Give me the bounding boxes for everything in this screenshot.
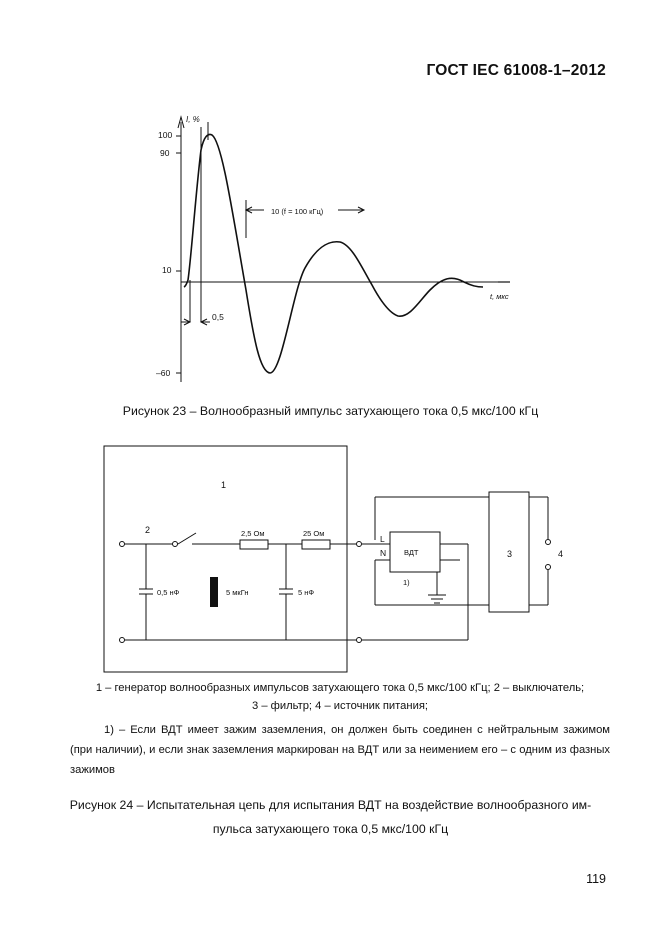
y-tick-10: 10 xyxy=(162,265,172,275)
inductor xyxy=(210,577,218,607)
figure-24-note: 1) – Если ВДТ имеет зажим заземления, он должен быть соединен с нейтральным зажимом (при наличии), и если знак заземления маркирован на ВДТ или за неимением его – с одним из фазных зажимов xyxy=(70,724,610,776)
switch-label: 2 xyxy=(145,525,151,535)
resistor-25 xyxy=(302,540,330,549)
figure-24-caption-line-1: Рисунок 24 – Испытательная цепь для испытания ВДТ на воздействие волнообразного им- xyxy=(69,798,592,812)
y-tick-100: 100 xyxy=(158,130,173,140)
filter-label: 3 xyxy=(507,549,513,559)
y-tick-minus60: –60 xyxy=(156,368,171,378)
y-axis-label: I, % xyxy=(186,115,200,124)
filter-cap-label: 5 нФ xyxy=(298,588,315,597)
capacitor-label: 0,5 нФ xyxy=(157,588,180,597)
terminal-n: N xyxy=(380,548,387,558)
supply-label: 4 xyxy=(558,549,564,559)
figure-24-legend-line-2: 3 – фильтр; 4 – источник питания; xyxy=(251,700,429,712)
standard-header: ГОСТ IEC 61008-1–2012 xyxy=(426,62,606,79)
x-axis-label: t, мкс xyxy=(490,292,509,301)
rcd-label: ВДТ xyxy=(404,548,419,557)
period-label: 10 (f = 100 кГц) xyxy=(271,207,324,216)
inductor-label: 5 мкГн xyxy=(226,588,249,597)
resistor-2-5-label: 2,5 Ом xyxy=(241,529,265,538)
rise-time-label: 0,5 xyxy=(212,312,224,322)
terminal-l: L xyxy=(380,534,385,544)
figure-24-caption-line-2: пульса затухающего тока 0,5 мкс/100 кГц xyxy=(212,822,449,836)
generator-label: 1 xyxy=(221,480,227,490)
figure-24-legend-line-1: 1 – генератор волнообразных импульсов затухающего тока 0,5 мкс/100 кГц; 2 – выключатель; xyxy=(95,682,585,694)
figure-23-caption: Рисунок 23 – Волнообразный импульс затухающего тока 0,5 мкс/100 кГц xyxy=(122,404,539,418)
resistor-2-5 xyxy=(240,540,268,549)
ground-note-marker: 1) xyxy=(403,578,410,587)
resistor-25-label: 25 Ом xyxy=(303,529,325,538)
switch-blade xyxy=(178,533,196,544)
y-tick-90: 90 xyxy=(160,148,170,158)
page-number: 119 xyxy=(586,872,606,886)
